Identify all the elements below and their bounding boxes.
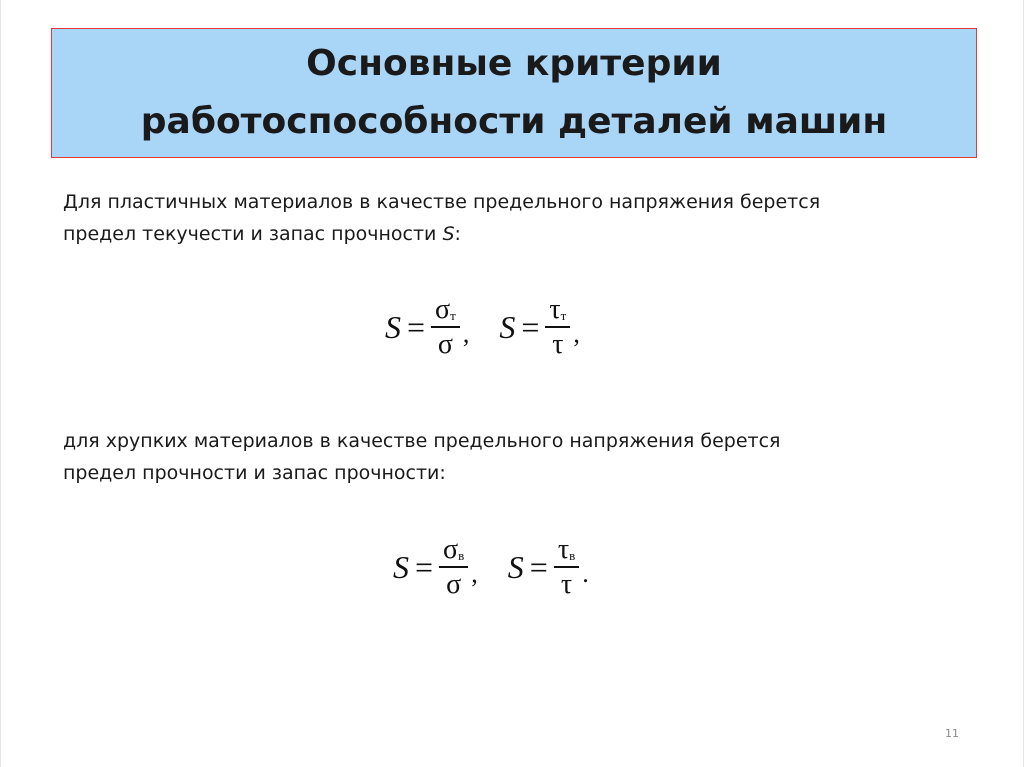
formula-equals: =: [407, 308, 426, 345]
formula-denominator: τ: [560, 568, 573, 600]
formula-fraction: [545, 296, 570, 359]
formula-fraction: [431, 296, 460, 359]
formulas-plastic: [385, 296, 580, 359]
formula-punctuation: ,: [462, 318, 470, 348]
formula-denominator: σ: [446, 568, 462, 600]
formula-lhs: S: [507, 548, 524, 585]
formula-denominator: σ: [437, 328, 453, 360]
formula-punctuation: .: [582, 558, 589, 588]
formula-equals: =: [521, 308, 540, 345]
paragraph-plastic-line-1: Для пластичных материалов в качестве предельного напряжения берется: [63, 191, 821, 213]
paragraph-brittle-line-1: для хрупких материалов в качестве предельного напряжения берется: [63, 430, 781, 452]
formula-lhs: S: [385, 308, 401, 345]
formula-plastic-tau: [499, 296, 580, 359]
safety-factor-symbol: S: [442, 223, 455, 245]
paragraph-plastic-line-2: [63, 218, 820, 250]
paragraph-plastic-line-2-text: предел текучести и запас прочности: [63, 223, 443, 245]
formulas-brittle: [393, 536, 589, 599]
formula-numerator: [431, 296, 460, 326]
paragraph-brittle-line-2: предел прочности и запас прочности:: [63, 462, 446, 484]
formula-lhs: S: [393, 548, 409, 585]
formula-denominator: τ: [552, 328, 564, 360]
formula-brittle-sigma: [393, 536, 478, 599]
title-box: [51, 28, 977, 158]
page-number: 11: [945, 727, 959, 740]
formula-numerator: [545, 296, 570, 326]
numerator-symbol: σ: [435, 294, 451, 325]
formula-equals: =: [529, 548, 548, 585]
formula-punctuation: ,: [471, 558, 478, 588]
title-line-1: Основные критерии: [306, 43, 722, 84]
formula-equals: =: [415, 548, 434, 585]
numerator-symbol: τ: [549, 294, 561, 325]
paragraph-plastic-line-2-colon: :: [454, 223, 461, 245]
formula-brittle-tau: [508, 536, 589, 599]
formula-fraction: [439, 536, 468, 599]
formula-fraction: [554, 536, 579, 599]
numerator-subscript: т: [560, 308, 567, 323]
formula-numerator: [439, 536, 468, 566]
paragraph-brittle: [63, 425, 781, 489]
numerator-symbol: τ: [557, 534, 570, 565]
paragraph-plastic: [63, 186, 820, 250]
numerator-subscript: т: [450, 308, 456, 323]
title-line-2: работоспособности деталей машин: [140, 101, 888, 142]
formula-lhs: S: [499, 308, 516, 345]
numerator-subscript: в: [569, 548, 576, 563]
formula-numerator: [554, 536, 579, 566]
numerator-symbol: σ: [443, 534, 459, 565]
numerator-subscript: в: [458, 548, 465, 563]
formula-punctuation: ,: [573, 318, 580, 348]
formula-plastic-sigma: [385, 296, 469, 359]
